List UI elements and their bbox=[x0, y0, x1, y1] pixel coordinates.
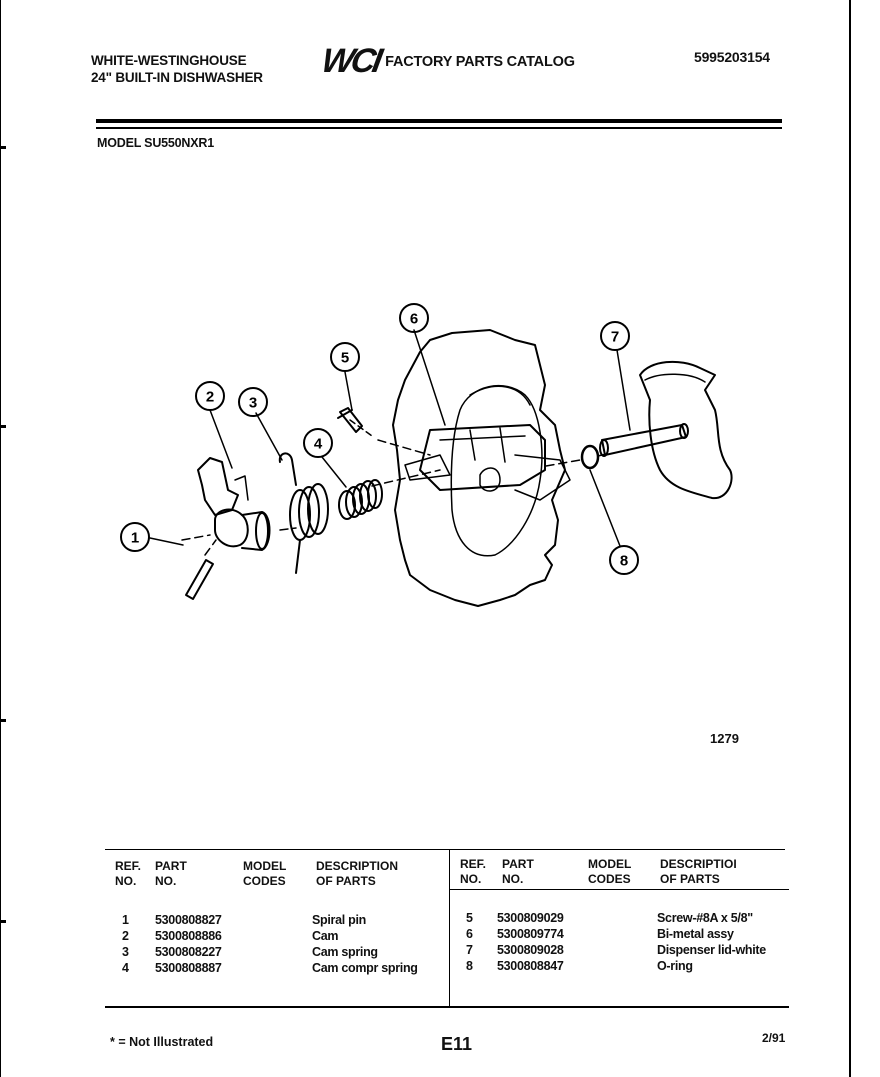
right-ref-column bbox=[466, 910, 473, 974]
table-cell: 5300809774 bbox=[497, 927, 564, 941]
dispenser-shaft bbox=[602, 425, 686, 455]
header-part-no-right: PART NO. bbox=[502, 857, 534, 886]
table-cell: 4 bbox=[122, 961, 129, 975]
catalog-number: 5995203154 bbox=[694, 49, 770, 65]
header-ref-no: REF. NO. bbox=[115, 859, 142, 888]
table-cell: Cam compr spring bbox=[312, 961, 418, 975]
table-cell: Cam bbox=[312, 929, 339, 943]
callout-3: 3 bbox=[248, 394, 258, 412]
figure-number: 1279 bbox=[710, 731, 739, 746]
table-cell: Cam spring bbox=[312, 945, 378, 959]
revision-date: 2/91 bbox=[762, 1031, 786, 1045]
table-cell: 2 bbox=[122, 929, 129, 943]
right-description-column bbox=[657, 910, 766, 974]
table-cell: 5300809028 bbox=[497, 943, 564, 957]
callout-4: 4 bbox=[313, 435, 323, 453]
table-cell: 8 bbox=[466, 959, 473, 973]
o-ring bbox=[582, 446, 598, 468]
cam-spring bbox=[280, 453, 328, 573]
header-model-codes: MODEL CODES bbox=[243, 859, 287, 888]
right-part-column bbox=[497, 910, 564, 974]
left-part-column bbox=[155, 912, 222, 976]
bimetal-assembly bbox=[420, 425, 545, 490]
spiral-pin bbox=[186, 560, 213, 599]
table-cell: 1 bbox=[122, 913, 129, 927]
table-cell: 5300808887 bbox=[155, 961, 222, 975]
table-cell: 3 bbox=[122, 945, 129, 959]
footnote: * = Not Illustrated bbox=[110, 1035, 214, 1049]
catalog-title: FACTORY PARTS CATALOG bbox=[385, 53, 575, 70]
callout-7: 7 bbox=[610, 328, 620, 346]
table-cell: 6 bbox=[466, 927, 473, 941]
table-cell: Bi-metal assy bbox=[657, 927, 734, 941]
table-cell: 5300808886 bbox=[155, 929, 222, 943]
table-top-rule bbox=[105, 849, 785, 850]
table-cell: Screw-#8A x 5/8" bbox=[657, 911, 753, 925]
table-cell: 5300808847 bbox=[497, 959, 564, 973]
product-name: 24" BUILT-IN DISHWASHER bbox=[91, 70, 263, 85]
table-cell: 5 bbox=[466, 911, 473, 925]
dispenser-panel bbox=[393, 330, 565, 606]
model-number: MODEL SU550NXR1 bbox=[97, 136, 214, 150]
brand-name: WHITE-WESTINGHOUSE bbox=[91, 53, 247, 68]
cam bbox=[198, 458, 270, 550]
page-number: E11 bbox=[441, 1034, 473, 1054]
callout-6: 6 bbox=[409, 310, 419, 328]
header-description: DESCRIPTION OF PARTS bbox=[316, 859, 399, 888]
table-divider bbox=[449, 849, 450, 1006]
table-cell: 7 bbox=[466, 943, 473, 957]
table-bottom-rule bbox=[105, 1006, 789, 1008]
callout-1: 1 bbox=[130, 529, 140, 547]
table-cell: Spiral pin bbox=[312, 913, 366, 927]
header-part-no: PART NO. bbox=[155, 859, 187, 888]
table-cell: 5300808227 bbox=[155, 945, 222, 959]
table-cell: 5300808827 bbox=[155, 913, 222, 927]
header-model-codes-right: MODEL CODES bbox=[588, 857, 632, 886]
left-ref-column bbox=[122, 912, 129, 976]
callout-8: 8 bbox=[619, 552, 629, 570]
table-header-rule bbox=[449, 889, 789, 890]
header-description-right: DESCRIPTIOI OF PARTS bbox=[660, 857, 737, 886]
wci-logo: WCI bbox=[318, 42, 383, 80]
table-cell: O-ring bbox=[657, 959, 693, 973]
header-ref-no-right: REF. NO. bbox=[460, 857, 487, 886]
callout-2: 2 bbox=[205, 388, 215, 406]
table-cell: 5300809029 bbox=[497, 911, 564, 925]
table-cell: Dispenser lid-white bbox=[657, 943, 766, 957]
callout-5: 5 bbox=[340, 349, 350, 367]
left-description-column bbox=[312, 912, 418, 976]
